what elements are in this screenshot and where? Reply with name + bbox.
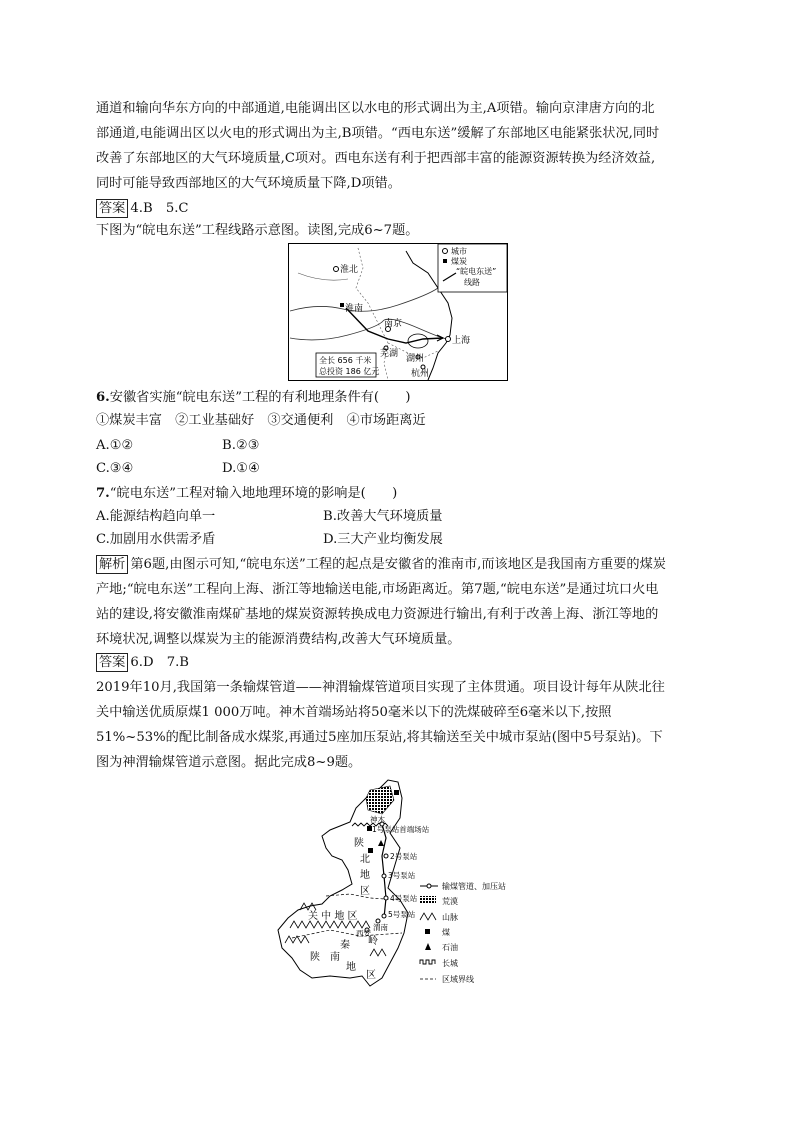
answer-67 bbox=[96, 650, 696, 675]
label-shaannan-4: 区 bbox=[366, 970, 376, 981]
route-investment: 总投资 186 亿元 bbox=[319, 367, 380, 376]
question-text: 安徽省实施“皖电东送”工程的有利地理条件有( ) bbox=[109, 390, 411, 405]
text-line: 51%~53%的配比制备成水煤浆,再通过5座加压泵站,将其输送至关中城市泵站(图中5号泵站)。下 bbox=[96, 730, 663, 745]
answer-text: 4.B 5.C bbox=[130, 201, 189, 216]
text-line: 通道和输向华东方向的中部通道,电能调出区以水电的形式调出为主,A项错。输向京津唐方向的北 bbox=[96, 101, 655, 116]
label-qinling-2: 岭 bbox=[368, 936, 378, 947]
text-line: 2019年10月,我国第一条输煤管道——神渭输煤管道项目实现了主体贯通。项目设计每年从陕北往 bbox=[96, 680, 665, 695]
text-line: 产地;“皖电东送”工程向上海、浙江等地输送电能,市场距离近。第7题,“皖电东送”是通过坑口火电 bbox=[96, 582, 659, 597]
option-6c[interactable]: C.③④ bbox=[96, 461, 134, 476]
option-7c[interactable]: C.加剧用水供需矛盾 bbox=[96, 532, 216, 547]
legend-route-2: 线路 bbox=[464, 278, 480, 287]
question-number: 6. bbox=[96, 390, 110, 405]
answer-tag: 答案 bbox=[96, 199, 128, 218]
option-6b[interactable]: B.②③ bbox=[222, 438, 260, 453]
option-7d[interactable]: D.三大产业均衡发展 bbox=[323, 532, 443, 547]
question-number: 7. bbox=[96, 486, 110, 501]
label-shenmu: 神木 bbox=[370, 815, 385, 824]
text-line: 环境状况,调整以煤炭为主的能源消费结构,改善大气环境质量。 bbox=[96, 632, 461, 647]
answer-tag: 答案 bbox=[96, 653, 128, 672]
legend-desert: 荒漠 bbox=[442, 897, 458, 906]
analysis-45-tail bbox=[96, 96, 696, 196]
label-shaanbei-1: 陕 bbox=[354, 838, 364, 849]
analysis-tag: 解析 bbox=[96, 555, 128, 574]
option-7b[interactable]: B.改善大气环境质量 bbox=[323, 509, 443, 524]
legend-boundary: 区域界线 bbox=[442, 975, 474, 984]
label-pump2: 2号泵站 bbox=[390, 852, 418, 861]
legend-coal: 煤炭 bbox=[451, 257, 467, 266]
text-line: 部通道,电能调出区以火电的形式调出为主,B项错。“西电东送”缓解了东部地区电能紧张状况,同时 bbox=[96, 126, 660, 141]
city-wuhu: 芜湖 bbox=[380, 349, 399, 359]
answer-text: 6.D 7.B bbox=[130, 655, 189, 670]
label-guanzhong: 关 中 地 区 bbox=[308, 911, 358, 922]
legend-pipeline: 输煤管道、加压站 bbox=[442, 882, 506, 891]
text-line: 图为神渭输煤管道示意图。据此完成8~9题。 bbox=[96, 755, 362, 770]
intro-67: 下图为“皖电东送”工程线路示意图。读图,完成6~7题。 bbox=[96, 223, 419, 238]
label-qinling-1: 秦 bbox=[340, 940, 350, 951]
label-shaanbei-2: 北 bbox=[360, 854, 370, 865]
option-6d[interactable]: D.①④ bbox=[222, 461, 260, 476]
wan-dian-dong-song-map bbox=[288, 243, 508, 381]
route-length: 全长 656 千米 bbox=[319, 356, 372, 365]
city-huzhou: 湖州 bbox=[406, 354, 425, 364]
option-6a[interactable]: A.①② bbox=[96, 438, 134, 453]
label-shaannan-3: 地 bbox=[346, 962, 356, 973]
legend-oil: 石油 bbox=[442, 943, 458, 952]
question-6-items: ①煤炭丰富 ②工业基础好 ③交通便利 ④市场距离近 bbox=[96, 413, 426, 428]
label-pump3: 3号泵站 bbox=[388, 871, 416, 880]
question-6-stem bbox=[96, 385, 696, 410]
legend-coal: 煤 bbox=[442, 928, 450, 937]
analysis-67 bbox=[96, 552, 696, 652]
legend-greatwall: 长城 bbox=[442, 959, 458, 968]
label-shaanbei-4: 区 bbox=[360, 886, 370, 897]
city-huaibei: 淮北 bbox=[340, 265, 359, 275]
label-xian: 西安 bbox=[356, 929, 371, 938]
label-pump5: 5号泵站 bbox=[388, 910, 416, 919]
question-text: “皖电东送”工程对输入地地理环境的影响是( ) bbox=[109, 486, 398, 501]
label-shaanbei-3: 地 bbox=[360, 870, 370, 881]
label-pump4: 4号泵站 bbox=[390, 894, 418, 903]
city-shanghai: 上海 bbox=[452, 336, 471, 346]
city-nanjing: 南京 bbox=[384, 319, 403, 329]
text-line: 关中输送优质原煤1 000万吨。神木首端场站将50毫米以下的洗煤破碎至6毫米以下,按照 bbox=[96, 705, 612, 720]
text-line: 改善了东部地区的大气环境质量,C项对。西电东送有利于把西部丰富的能源资源转换为经济效益, bbox=[96, 151, 656, 166]
text-line: 同时可能导致西部地区的大气环境质量下降,D项错。 bbox=[96, 176, 401, 191]
question-7-stem bbox=[96, 481, 696, 506]
text-line: 站的建设,将安徽淮南煤矿基地的煤炭资源转换成电力资源进行输出,有利于改善上海、浙江等地的 bbox=[96, 607, 659, 622]
legend-mountain: 山脉 bbox=[442, 913, 458, 922]
legend-city: 城市 bbox=[451, 247, 467, 256]
label-pump1: 1号泵站首端场站 bbox=[372, 825, 430, 834]
label-weinan: 渭南 bbox=[373, 923, 388, 932]
text-line: 解析 第6题,由图示可知,“皖电东送”工程的起点是安徽省的淮南市,而该地区是我国南方重要的煤炭 bbox=[96, 552, 696, 577]
city-hangzhou: 杭州 bbox=[411, 369, 430, 379]
intro-89 bbox=[96, 675, 696, 775]
label-shaannan-2: 南 bbox=[330, 952, 340, 963]
option-7a[interactable]: A.能源结构趋向单一 bbox=[96, 509, 216, 524]
city-huainan: 淮南 bbox=[345, 304, 364, 314]
legend-route: “皖电东送” bbox=[456, 267, 497, 276]
shenwei-pipeline-map bbox=[270, 778, 530, 990]
label-shaannan-1: 陕 bbox=[310, 952, 320, 963]
